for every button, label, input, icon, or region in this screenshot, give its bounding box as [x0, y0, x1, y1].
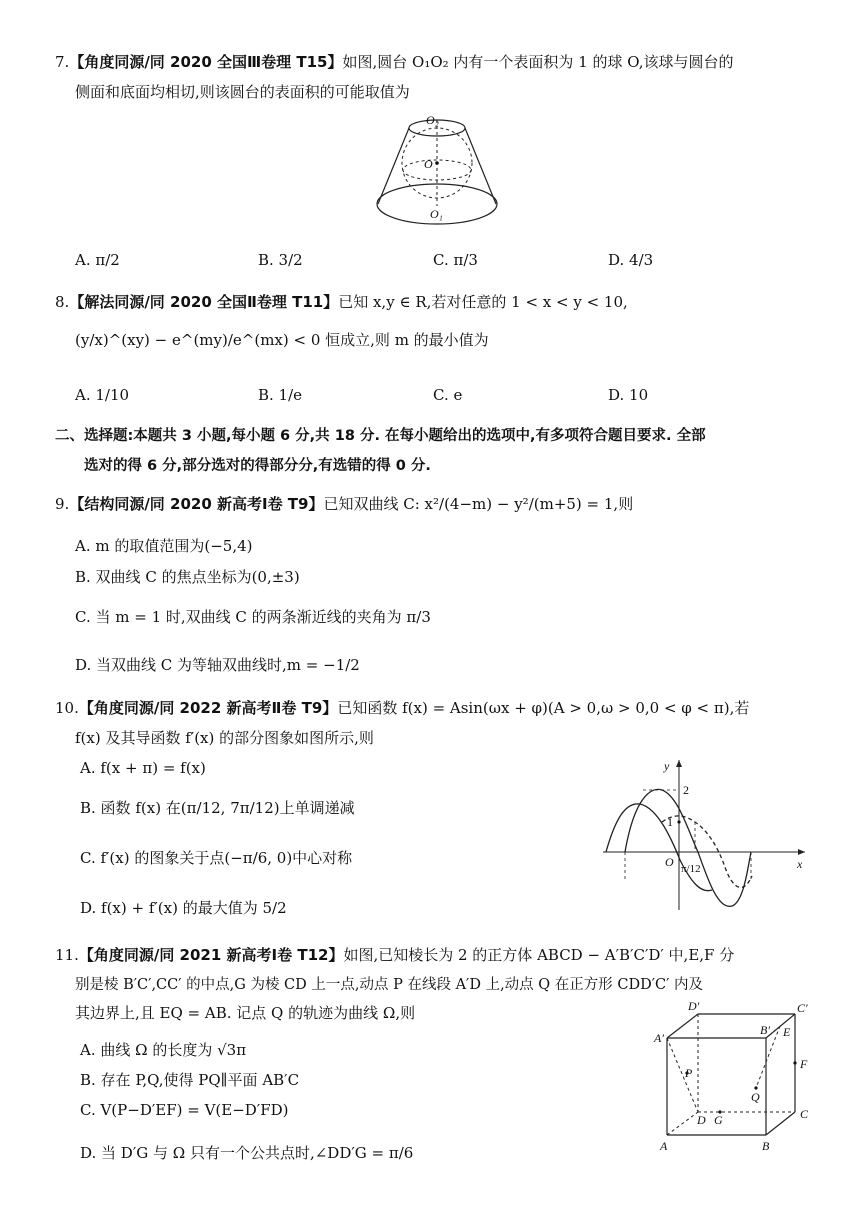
- q10-option-c: C. f′(x) 的图象关于点(−π/6, 0)中心对称: [80, 849, 353, 867]
- cube-label-a: A: [660, 1139, 668, 1153]
- q11-line2: 别是棱 B′C′,CC′ 的中点,G 为棱 CD 上一点,动点 P 在线段 A′D 上,动点 Q 在正方形 CDD′C′ 内及: [75, 977, 704, 993]
- q10-text1: 已知函数 f(x) = Asin(ωx + φ)(A > 0,ω > 0,0 < φ < π),若: [337, 699, 750, 717]
- q10-option-d: D. f(x) + f′(x) 的最大值为 5/2: [80, 899, 287, 917]
- q9-option-d: D. 当双曲线 C 为等轴双曲线时,m = −1/2: [75, 656, 360, 674]
- q7-option-b: B. 3/2: [258, 251, 303, 269]
- q7-tag: 【角度同源/同 2020 全国Ⅲ卷理 T15】: [69, 53, 343, 71]
- q11-tag: 【角度同源/同 2021 新高考Ⅰ卷 T12】: [78, 946, 344, 964]
- q7-option-a: A. π/2: [75, 251, 120, 269]
- cube-label-d-prime: D′: [688, 999, 700, 1013]
- graph-tick-1: 1: [667, 815, 673, 829]
- q10-option-b: B. 函数 f(x) 在(π/12, 7π/12)上单调递减: [80, 799, 355, 817]
- q11-option-a: A. 曲线 Ω 的长度为 √3π: [80, 1041, 247, 1059]
- cube-label-q: Q: [751, 1090, 760, 1104]
- q8-option-b: B. 1/e: [258, 386, 303, 404]
- label-o: O: [424, 157, 433, 171]
- cube-label-p: P: [685, 1066, 693, 1080]
- cube-label-d: D: [697, 1113, 706, 1127]
- q9-option-b: B. 双曲线 C 的焦点坐标为(0,±3): [75, 568, 300, 586]
- q11-option-b: B. 存在 P,Q,使得 PQ∥平面 AB′C: [80, 1071, 300, 1089]
- cube-label-e: E: [783, 1025, 791, 1039]
- q8-option-a: A. 1/10: [75, 386, 130, 404]
- q8-text1: 已知 x,y ∈ R,若对任意的 1 < x < y < 10,: [338, 293, 628, 311]
- q11-option-d: D. 当 D′G 与 Ω 只有一个公共点时,∠DD′G = π/6: [80, 1144, 414, 1162]
- q9-tag: 【结构同源/同 2020 新高考Ⅰ卷 T9】: [69, 495, 324, 513]
- q8-tag: 【解法同源/同 2020 全国Ⅱ卷理 T11】: [69, 293, 339, 311]
- q10-line2: f(x) 及其导函数 f′(x) 的部分图象如图所示,则: [75, 729, 374, 747]
- graph-y-label: y: [664, 759, 670, 773]
- graph-tick-2: 2: [683, 783, 689, 797]
- cube-label-a-prime: A′: [654, 1031, 664, 1045]
- q10-number: 10.: [55, 699, 79, 717]
- cube-label-f: F: [800, 1057, 808, 1071]
- cube-label-c-prime: C′: [797, 1001, 808, 1015]
- q11-number: 11.: [55, 946, 79, 964]
- q8-option-d: D. 10: [608, 386, 649, 404]
- cube-label-c: C: [800, 1107, 809, 1121]
- q9-stem: 已知双曲线 C: x²/(4−m) − y²/(m+5) = 1,则: [323, 495, 634, 513]
- cube-label-b: B: [762, 1139, 770, 1153]
- cube-label-b-prime: B′: [760, 1023, 770, 1037]
- q7-option-d: D. 4/3: [608, 251, 654, 269]
- q7-line2: 侧面和底面均相切,则该圆台的表面积的可能取值为: [75, 83, 410, 101]
- q8-option-c: C. e: [433, 386, 463, 404]
- graph-origin: O: [665, 855, 674, 869]
- q11-text1: 如图,已知棱长为 2 的正方体 ABCD − A′B′C′D′ 中,E,F 分: [343, 946, 735, 964]
- q7-text1: 如图,圆台 O₁O₂ 内有一个表面积为 1 的球 O,该球与圆台的: [342, 53, 734, 71]
- graph-x-label: x: [797, 857, 803, 871]
- q7-option-c: C. π/3: [433, 251, 478, 269]
- section2-line2: 选对的得 6 分,部分选对的得部分分,有选错的得 0 分.: [84, 458, 431, 474]
- q11-option-c: C. V(P−D′EF) = V(E−D′FD): [80, 1101, 289, 1119]
- section2-line1: 二、选择题:本题共 3 小题,每小题 6 分,共 18 分. 在每小题给出的选项中,有多项符合题目要求. 全部: [55, 428, 706, 444]
- q11-line3: 其边界上,且 EQ = AB. 记点 Q 的轨迹为曲线 Ω,则: [75, 1004, 416, 1022]
- q9-option-c: C. 当 m = 1 时,双曲线 C 的两条渐近线的夹角为 π/3: [75, 608, 431, 626]
- graph-tick-pi12: π/12: [681, 863, 701, 875]
- q8-line2: (y/x)^(xy) − e^(my)/e^(mx) < 0 恒成立,则 m 的最小值为: [75, 331, 489, 349]
- q9-option-a: A. m 的取值范围为(−5,4): [75, 537, 253, 555]
- label-o2: O₂: [426, 113, 439, 127]
- cube-label-g: G: [714, 1113, 723, 1127]
- q10-option-a: A. f(x + π) = f(x): [80, 759, 206, 777]
- q7-number: 7.: [55, 53, 70, 71]
- q10-tag: 【角度同源/同 2022 新高考Ⅱ卷 T9】: [78, 699, 338, 717]
- label-o1: O₁: [430, 207, 443, 221]
- q9-number: 9.: [55, 495, 70, 513]
- q8-number: 8.: [55, 293, 70, 311]
